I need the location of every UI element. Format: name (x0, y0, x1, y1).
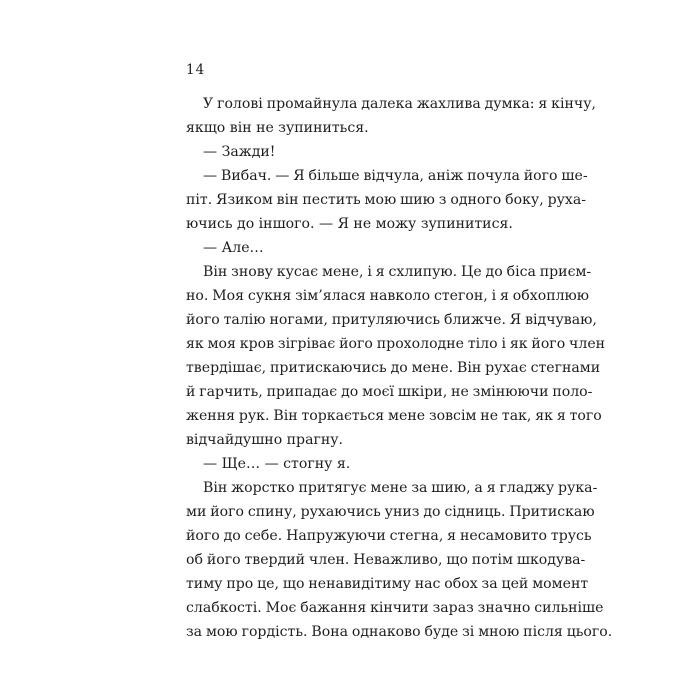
page-number: 14 (186, 62, 206, 78)
text-line: його талію ногами, притуляючись ближче. Я відчуваю, (186, 312, 597, 328)
text-line: Він жорстко притягує мене за шию, а я гладжу рука- (203, 480, 598, 496)
text-line: ючись до іншого. — Я не можу зупинитися. (186, 216, 513, 232)
text-line: відчайдушно прагну. (186, 432, 344, 448)
text-line: його до себе. Напружуючи стегна, я несамовито трусь (186, 528, 592, 544)
text-line: — Ще… — стогну я. (203, 456, 351, 472)
text-line: піт. Язиком він пестить мою шию з одного боку, руха- (186, 192, 587, 208)
text-line: об його твердий член. Неважливо, що потім шкодува- (186, 552, 586, 568)
text-line: якщо він не зупиниться. (186, 120, 369, 136)
text-line: ми його спину, рухаючись униз до сідниць. Притискаю (186, 504, 595, 520)
text-line: за мою гордість. Вона однаково буде зі мною після цього. (186, 624, 613, 640)
text-line: но. Моя сукня зім’ялася навколо стегон, і я обхоплюю (186, 288, 590, 304)
text-line: тиму про це, що ненавидітиму нас обох за цей момент (186, 576, 589, 592)
text-line: як моя кров зігріває його прохолодне тіло і як його член (186, 336, 606, 352)
text-line: У голові промайнула далека жахлива думка: я кінчу, (203, 96, 596, 112)
text-line: твердішає, притискаючись до мене. Він рухає стегнами (186, 360, 601, 376)
text-line: — Зажди! (203, 144, 276, 160)
text-line: ження рук. Він торкається мене зовсім не так, як я того (186, 408, 602, 424)
text-line: слабкості. Моє бажання кінчити зараз значно сильніше (186, 600, 604, 616)
text-line: й гарчить, припадає до моєї шкіри, не змінюючи поло- (186, 384, 593, 400)
text-line: — Але… (203, 240, 264, 256)
text-line: Він знову кусає мене, і я схлипую. Це до біса приєм- (203, 264, 592, 280)
text-line: — Вибач. — Я більше відчула, аніж почула його ше- (203, 168, 588, 184)
